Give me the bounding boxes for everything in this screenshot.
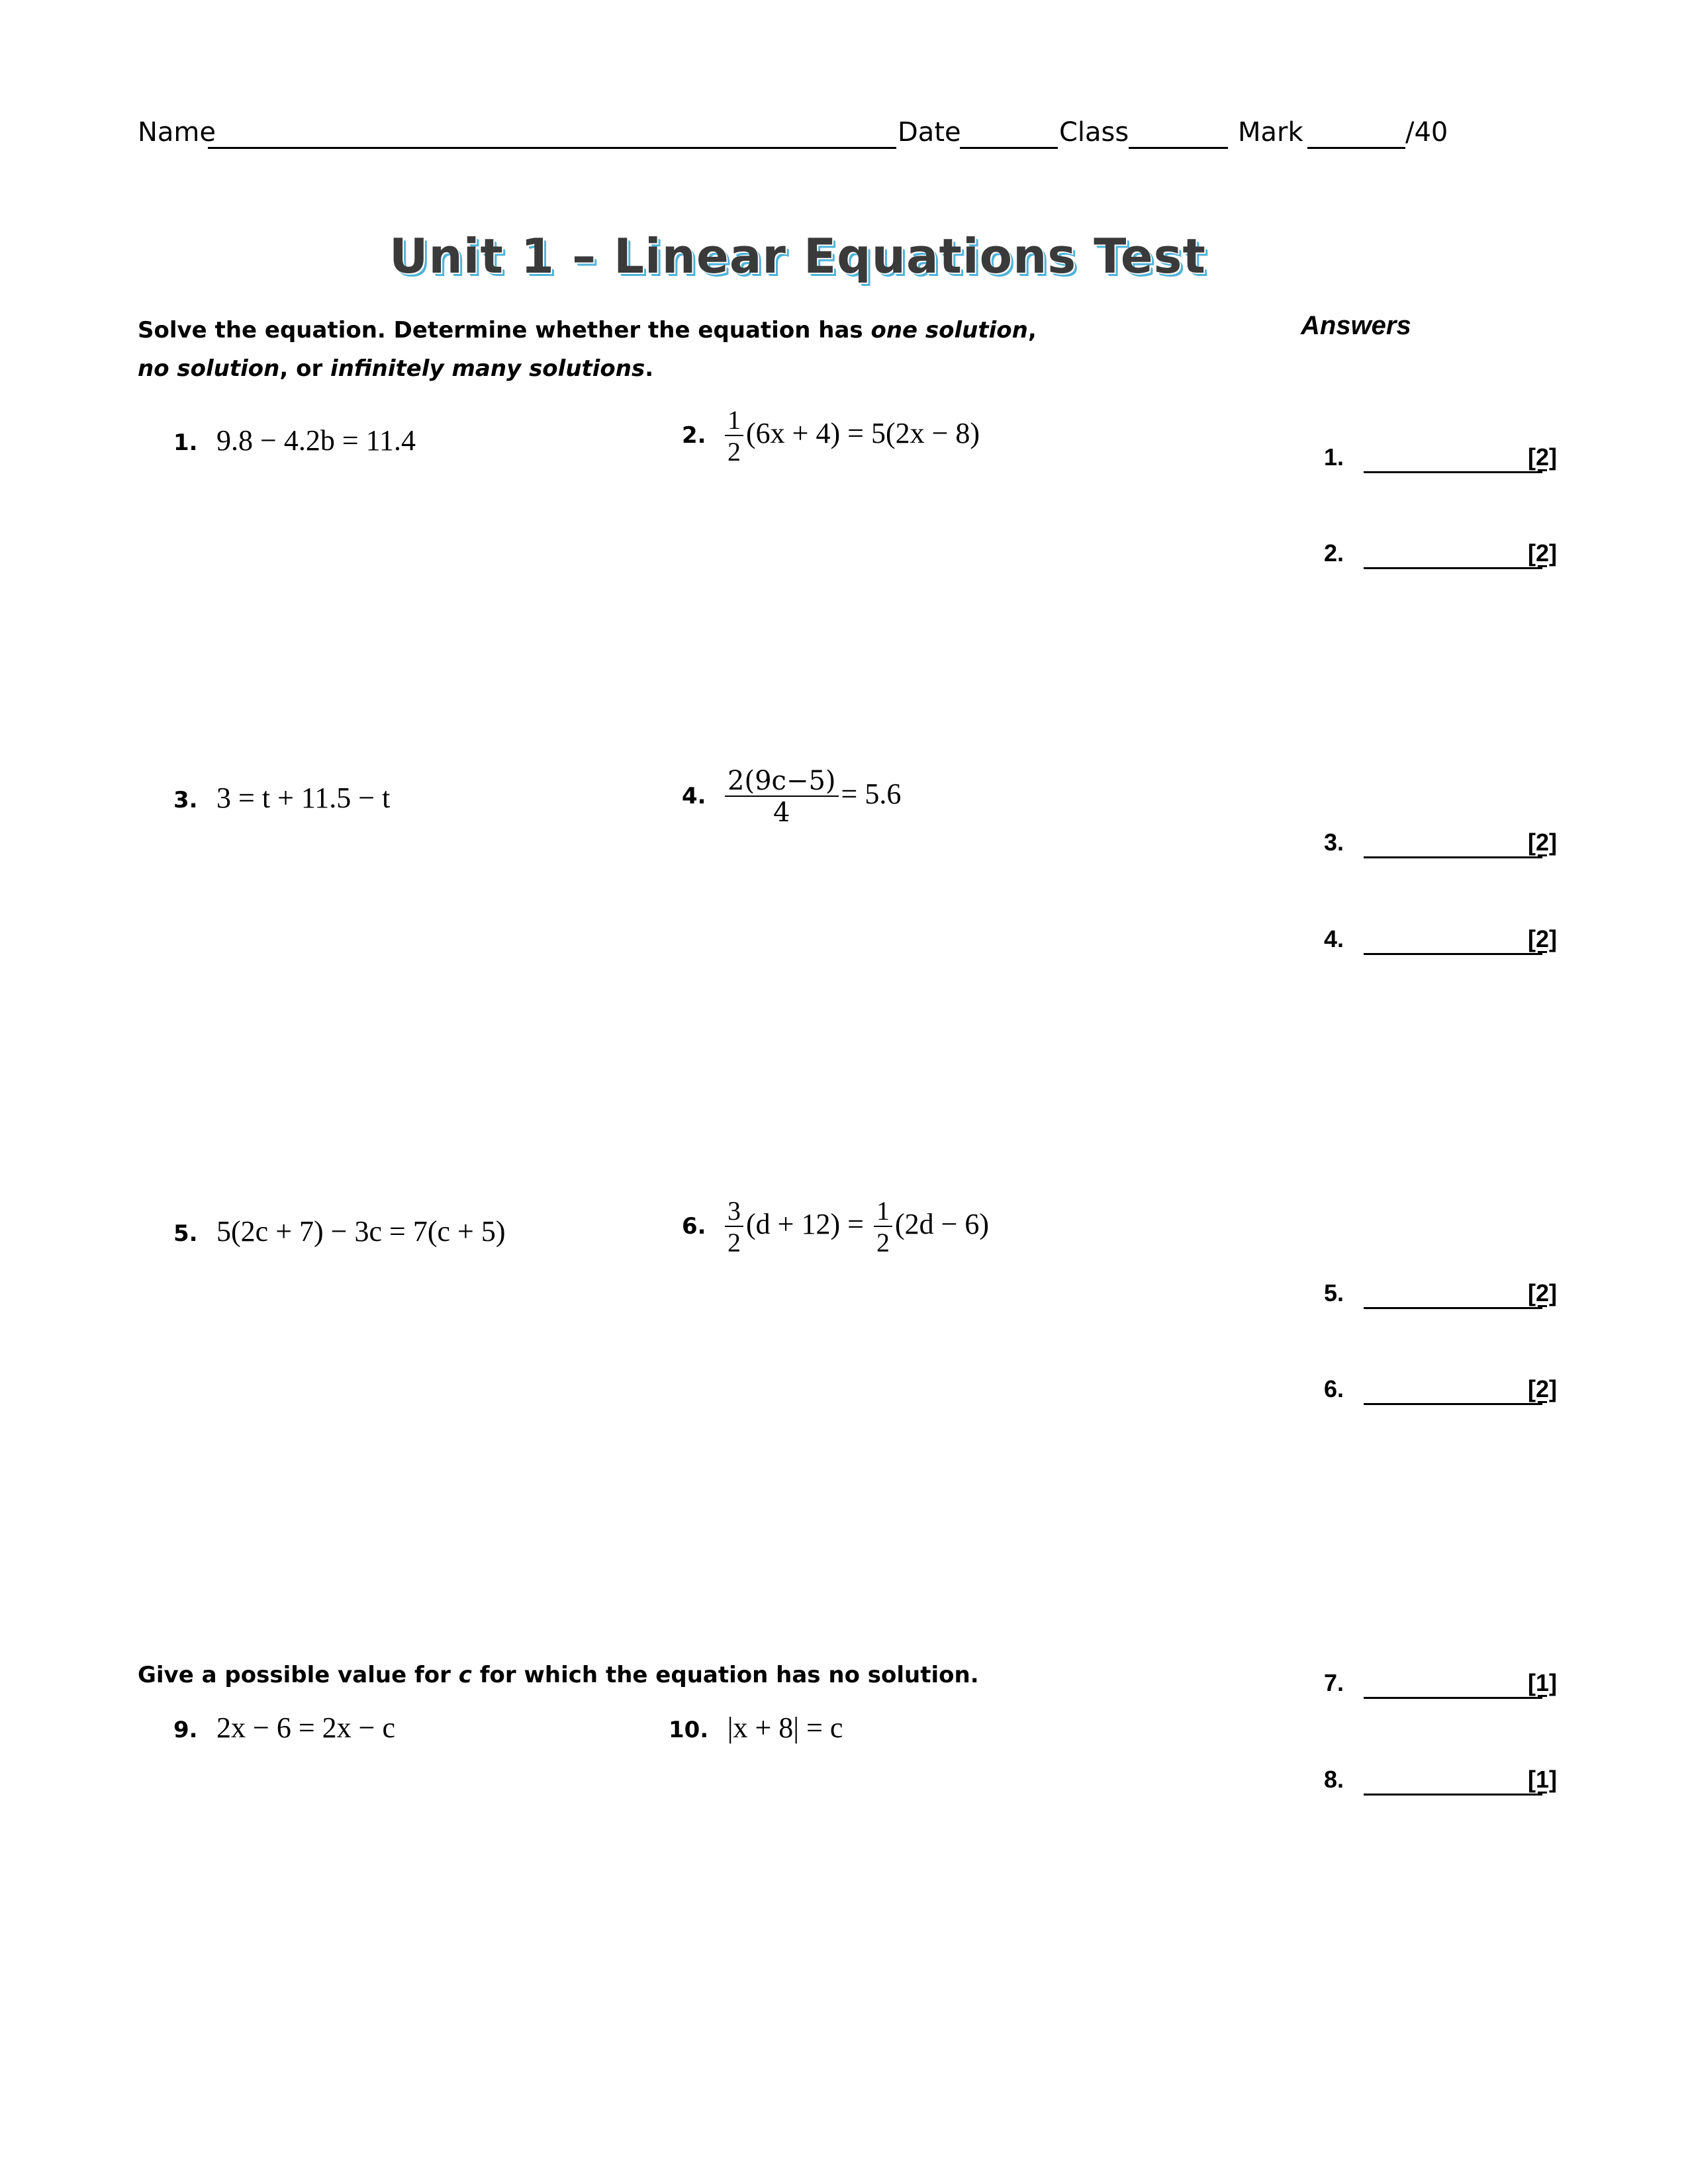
equation: $\frac{3}{2}$ (d + 12) = $\frac{1}{2}$ (2d − 6): [722, 1208, 989, 1240]
answer-field-3[interactable]: [1364, 856, 1542, 858]
equation: $\frac{1}{2}$ (6x + 4) = 5(2x − 8): [722, 417, 980, 449]
answer-field-4[interactable]: [1364, 953, 1542, 955]
answer-row-8: [1324, 1766, 1344, 1794]
instructions-line-1: Solve the equation. Determine whether the equation has one solution,: [138, 317, 1037, 343]
answer-mark-7: [1]: [1528, 1669, 1557, 1696]
answer-number: 1.: [1324, 443, 1344, 471]
problem-3: [173, 781, 390, 815]
fraction: $\frac{2(9c-5)}{4}$: [725, 768, 838, 826]
answer-mark-2: [2]: [1528, 539, 1557, 567]
name-field[interactable]: [208, 147, 896, 149]
instructions-line-2: no solution, or infinitely many solutions.: [138, 355, 654, 382]
problem-number: 10.: [669, 1717, 709, 1743]
answer-row-1: [1324, 443, 1344, 471]
answer-row-5: [1324, 1279, 1344, 1307]
problem-9: [173, 1711, 395, 1745]
answer-field-6[interactable]: [1364, 1403, 1542, 1405]
problem-4: [682, 768, 901, 826]
answer-number: 4.: [1324, 925, 1344, 952]
fraction: $\frac{3}{2}$: [725, 1198, 743, 1256]
answers-heading: Answers: [1301, 311, 1411, 340]
header-mark-label: Mark: [1238, 117, 1303, 148]
answer-row-6: [1324, 1375, 1344, 1403]
answer-mark-8: [1]: [1528, 1766, 1557, 1793]
answer-number: 3.: [1324, 829, 1344, 856]
problem-2: [682, 407, 980, 465]
problem-5: [173, 1214, 506, 1248]
header-name-label: Name: [138, 117, 216, 148]
answer-number: 8.: [1324, 1766, 1344, 1793]
equation: 5(2c + 7) − 3c = 7(c + 5): [216, 1215, 506, 1248]
instructions-section-2: Give a possible value for c for which the equation has no solution.: [138, 1662, 979, 1688]
fraction: $\frac{1}{2}$: [874, 1198, 892, 1256]
problem-number: 1.: [173, 430, 198, 456]
equation: 3 = t + 11.5 − t: [216, 782, 391, 814]
answer-field-8[interactable]: [1364, 1794, 1542, 1796]
header-mark-total: /40: [1405, 117, 1448, 148]
answer-mark-4: [2]: [1528, 925, 1557, 952]
fraction: $\frac{1}{2}$: [725, 407, 743, 465]
problem-number: 9.: [173, 1717, 198, 1743]
header-class-label: Class: [1059, 117, 1129, 148]
answer-mark-1: [2]: [1528, 443, 1557, 471]
problem-number: 3.: [173, 787, 198, 813]
answer-field-2[interactable]: [1364, 567, 1542, 569]
answer-field-7[interactable]: [1364, 1697, 1542, 1699]
answer-number: 5.: [1324, 1279, 1344, 1306]
answer-number: 2.: [1324, 539, 1344, 567]
answer-row-7: [1324, 1669, 1344, 1697]
equation: $\frac{2(9c-5)}{4}$ = 5.6: [722, 778, 901, 810]
equation: |x + 8| = c: [727, 1711, 843, 1744]
equation: 2x − 6 = 2x − c: [216, 1711, 396, 1744]
answer-number: 7.: [1324, 1669, 1344, 1696]
answer-mark-6: [2]: [1528, 1375, 1557, 1402]
mark-field[interactable]: [1307, 147, 1405, 149]
answer-row-2: [1324, 539, 1344, 567]
answer-row-4: [1324, 925, 1344, 953]
problem-6: [682, 1198, 989, 1256]
header-date-label: Date: [898, 117, 961, 148]
answer-field-1[interactable]: [1364, 471, 1542, 473]
problem-1: [173, 424, 416, 457]
answer-number: 6.: [1324, 1375, 1344, 1402]
problem-number: 4.: [682, 783, 706, 810]
date-field[interactable]: [960, 147, 1058, 149]
answer-field-5[interactable]: [1364, 1307, 1542, 1309]
answer-mark-5: [2]: [1528, 1279, 1557, 1306]
page-title: Unit 1 – Linear Equations Test: [389, 228, 1206, 284]
equation: 9.8 − 4.2b = 11.4: [216, 424, 416, 457]
class-field[interactable]: [1129, 147, 1228, 149]
answer-mark-3: [2]: [1528, 829, 1557, 856]
problem-number: 5.: [173, 1220, 198, 1247]
problem-number: 2.: [682, 422, 706, 449]
problem-10: [669, 1711, 843, 1745]
problem-number: 6.: [682, 1213, 706, 1240]
answer-row-3: [1324, 829, 1344, 856]
